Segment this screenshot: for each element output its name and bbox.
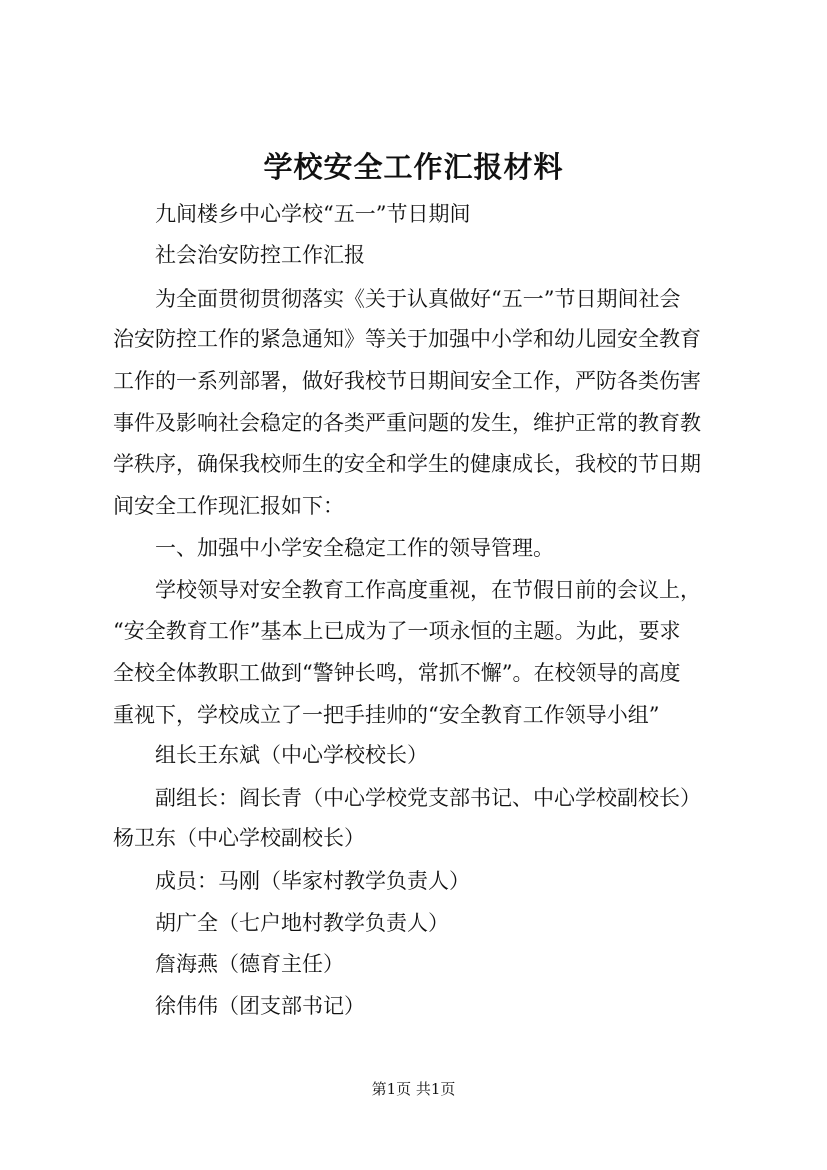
paragraph-line: 徐伟伟（团支部书记） — [155, 994, 365, 1018]
paragraph-line: 组长王东斌（中心学校校长） — [155, 743, 428, 767]
paragraph-line: 学秩序，确保我校师生的安全和学生的健康成长，我校的节日期 — [113, 452, 701, 476]
paragraph-line: 重视下，学校成立了一把手挂帅的“安全教育工作领导小组” — [113, 703, 660, 727]
paragraph-line: 社会治安防控工作汇报 — [155, 243, 365, 267]
paragraph-line: 詹海燕（德育主任） — [155, 952, 344, 976]
paragraph-line: 九间楼乡中心学校“五一”节日期间 — [155, 202, 471, 226]
paragraph-line: 学校领导对安全教育工作高度重视，在节假日前的会议上， — [155, 578, 701, 602]
paragraph-line: “安全教育工作”基本上已成为了一项永恒的主题。为此，要求 — [113, 619, 681, 643]
paragraph-line: 工作的一系列部署，做好我校节日期间安全工作，严防各类伤害 — [113, 369, 701, 393]
paragraph-line: 全校全体教职工做到“警钟长鸣，常抓不懈”。在校领导的高度 — [113, 661, 681, 685]
paragraph-line: 胡广全（七户地村教学负责人） — [155, 911, 449, 935]
page-number-footer: 第1页 共1页 — [371, 1080, 456, 1098]
paragraph-line: 间安全工作现汇报如下： — [113, 494, 344, 518]
paragraph-line: 事件及影响社会稳定的各类严重问题的发生，维护正常的教育教 — [113, 411, 701, 435]
paragraph-line: 为全面贯彻贯彻落实《关于认真做好“五一”节日期间社会 — [155, 287, 681, 311]
paragraph-line: 成员：马刚（毕家村教学负责人） — [155, 869, 470, 893]
paragraph-line: 副组长：阎长青（中心学校党支部书记、中心学校副校长） — [155, 786, 701, 810]
paragraph-line: 杨卫东（中心学校副校长） — [113, 826, 365, 850]
paragraph-line: 治安防控工作的紧急通知》等关于加强中小学和幼儿园安全教育 — [113, 327, 701, 351]
document-title: 学校安全工作汇报材料 — [263, 150, 564, 184]
section-heading: 一、加强中小学安全稳定工作的领导管理。 — [155, 536, 554, 560]
